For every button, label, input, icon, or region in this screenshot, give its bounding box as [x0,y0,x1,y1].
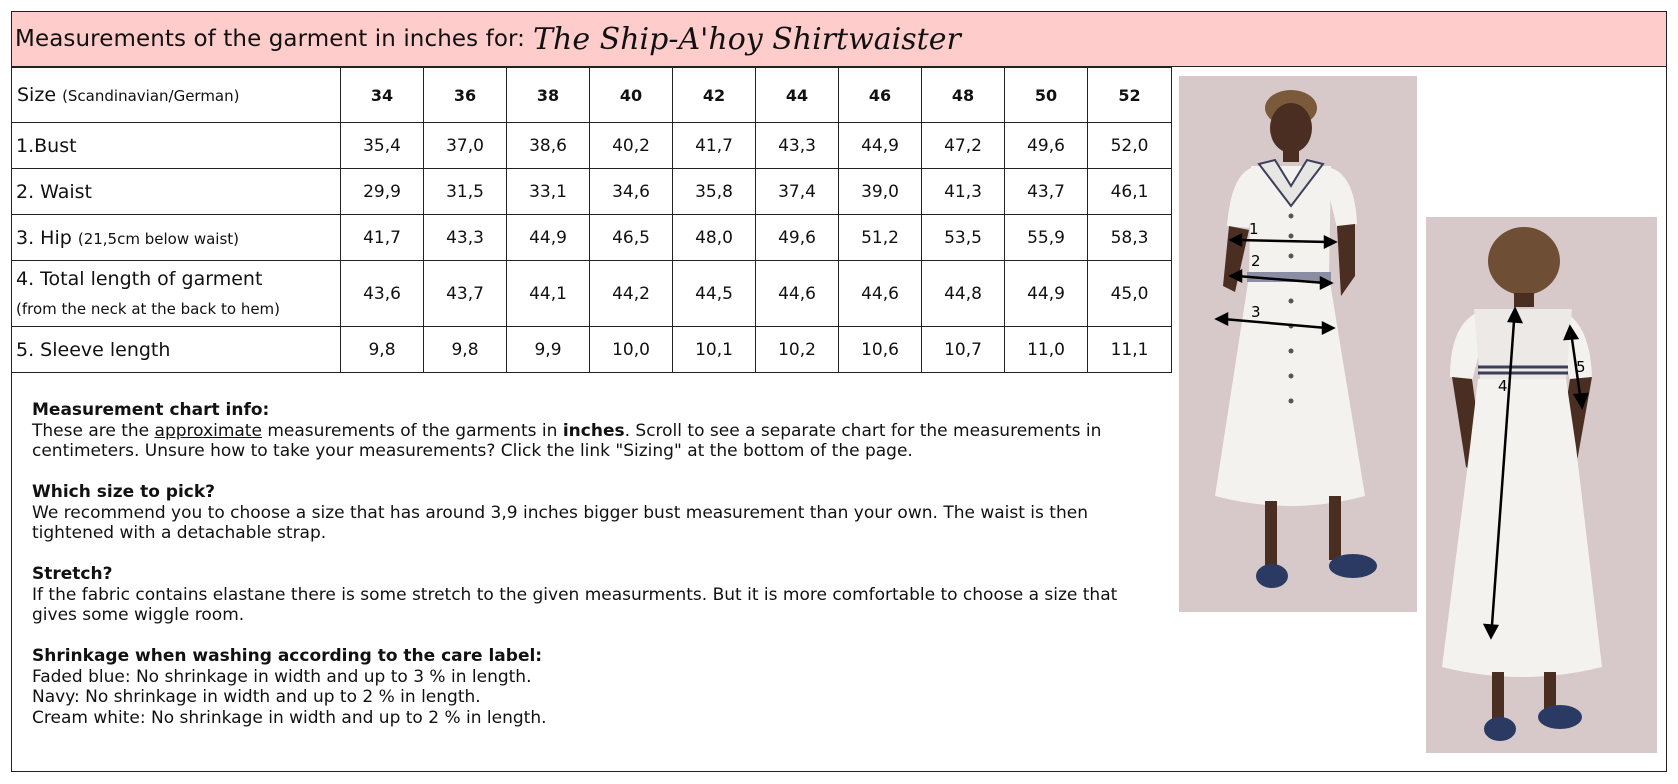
value-cell: 49,6 [1005,123,1088,169]
arrow-label-3: 3 [1251,303,1261,321]
value-cell: 10,6 [839,327,922,373]
shrink-line: Faded blue: No shrinkage in width and up to 3 % in length. [32,666,532,687]
value-cell: 11,0 [1005,327,1088,373]
size-cell: 40 [590,68,673,123]
back-figure-illustration [1426,217,1657,753]
info-stretch-block [32,564,1132,626]
size-cell: 36 [424,68,507,123]
size-cell: 52 [1088,68,1172,123]
value-cell: 10,7 [922,327,1005,373]
back-view-photo [1426,217,1657,753]
info-chart-title: Measurement chart info: [32,400,270,420]
value-cell: 46,1 [1088,169,1172,215]
value-cell: 49,6 [756,215,839,261]
info-size-block [32,482,1132,544]
front-figure-illustration [1179,76,1417,612]
table-row-hip [12,215,1172,261]
value-cell: 51,2 [839,215,922,261]
value-cell: 33,1 [507,169,590,215]
value-cell: 44,1 [507,261,590,327]
size-cell: 38 [507,68,590,123]
value-cell: 43,3 [424,215,507,261]
value-cell: 44,9 [507,215,590,261]
value-cell: 34,6 [590,169,673,215]
value-cell: 58,3 [1088,215,1172,261]
arrow-label-4: 4 [1498,377,1508,395]
value-cell: 44,6 [756,261,839,327]
length-note: (from the neck at the back to hem) [16,299,281,318]
info-shrink-title: Shrinkage when washing according to the care label: [32,646,543,666]
value-cell: 43,7 [1005,169,1088,215]
table-row-waist [12,169,1172,215]
value-cell: 47,2 [922,123,1005,169]
table-row-bust [12,123,1172,169]
value-cell: 39,0 [839,169,922,215]
value-cell: 43,3 [756,123,839,169]
size-cell: 50 [1005,68,1088,123]
length-label: 4. Total length of garment [16,267,263,290]
info-shrink-block [32,646,1132,728]
value-cell: 10,1 [673,327,756,373]
shrink-line: Navy: No shrinkage in width and up to 2 % in length. [32,687,481,707]
size-header-label [12,68,341,123]
size-cell: 48 [922,68,1005,123]
shrink-line: Cream white: No shrinkage in width and up to 2 % in length. [32,707,547,728]
header-bar [11,11,1667,67]
hip-note: (21,5cm below waist) [77,229,240,248]
row-label-sleeve: 5. Sleeve length [12,327,341,373]
info-size-text: We recommend you to choose a size that has around 3,9 inches bigger bust measurement than your own. The waist is then tightened with a detachable strap. [32,502,1088,543]
value-cell: 37,0 [424,123,507,169]
value-cell: 10,0 [590,327,673,373]
value-cell: 43,6 [341,261,424,327]
row-label-bust: 1.Bust [12,123,341,169]
info-stretch-text: If the fabric contains elastane there is some stretch to the given measurments. But it is more comfortable to choose a size that gives some wiggle room. [32,584,1118,625]
row-label-hip [12,215,341,261]
arrow-label-5: 5 [1576,358,1586,376]
value-cell: 44,2 [590,261,673,327]
front-view-photo [1179,76,1417,612]
size-label: Size [17,84,57,106]
info-chart-text: These are the approximate measurements of the garments in inches. Scroll to see a separate chart for the measurements in centimeters. Unsure how to take your measurements? Click the link "Sizing" at the bottom of the page. [32,420,1102,461]
size-cell: 34 [341,68,424,123]
value-cell: 35,4 [341,123,424,169]
value-cell: 48,0 [673,215,756,261]
value-cell: 9,8 [341,327,424,373]
value-cell: 38,6 [507,123,590,169]
value-cell: 9,9 [507,327,590,373]
info-size-title: Which size to pick? [32,482,216,502]
value-cell: 29,9 [341,169,424,215]
garment-name: The Ship-A'hoy Shirtwaister [533,21,961,57]
header-lead: Measurements of the garment in inches for: [15,26,526,52]
value-cell: 11,1 [1088,327,1172,373]
value-cell: 44,6 [839,261,922,327]
info-chart-block [32,400,1132,462]
size-note: (Scandinavian/German) [62,87,240,105]
value-cell: 40,2 [590,123,673,169]
value-cell: 41,7 [673,123,756,169]
size-cell: 42 [673,68,756,123]
size-cell: 46 [839,68,922,123]
info-section [32,400,1132,749]
table-row-sleeve [12,327,1172,373]
value-cell: 43,7 [424,261,507,327]
table-row-length [12,261,1172,327]
value-cell: 53,5 [922,215,1005,261]
value-cell: 44,9 [839,123,922,169]
value-cell: 9,8 [424,327,507,373]
value-cell: 10,2 [756,327,839,373]
row-label-waist: 2. Waist [12,169,341,215]
value-cell: 52,0 [1088,123,1172,169]
size-cell: 44 [756,68,839,123]
value-cell: 44,9 [1005,261,1088,327]
value-cell: 44,5 [673,261,756,327]
value-cell: 44,8 [922,261,1005,327]
value-cell: 55,9 [1005,215,1088,261]
inches-word: inches [562,420,625,441]
value-cell: 35,8 [673,169,756,215]
arrow-label-1: 1 [1249,220,1259,238]
value-cell: 31,5 [424,169,507,215]
size-header-row [12,68,1172,123]
arrow-label-2: 2 [1251,252,1261,270]
info-stretch-title: Stretch? [32,564,113,584]
approximate-word: approximate [154,420,262,441]
value-cell: 37,4 [756,169,839,215]
hip-label: 3. Hip [16,226,72,249]
measurement-table [11,67,1172,373]
row-label-length [12,261,341,327]
value-cell: 41,3 [922,169,1005,215]
value-cell: 41,7 [341,215,424,261]
value-cell: 45,0 [1088,261,1172,327]
value-cell: 46,5 [590,215,673,261]
